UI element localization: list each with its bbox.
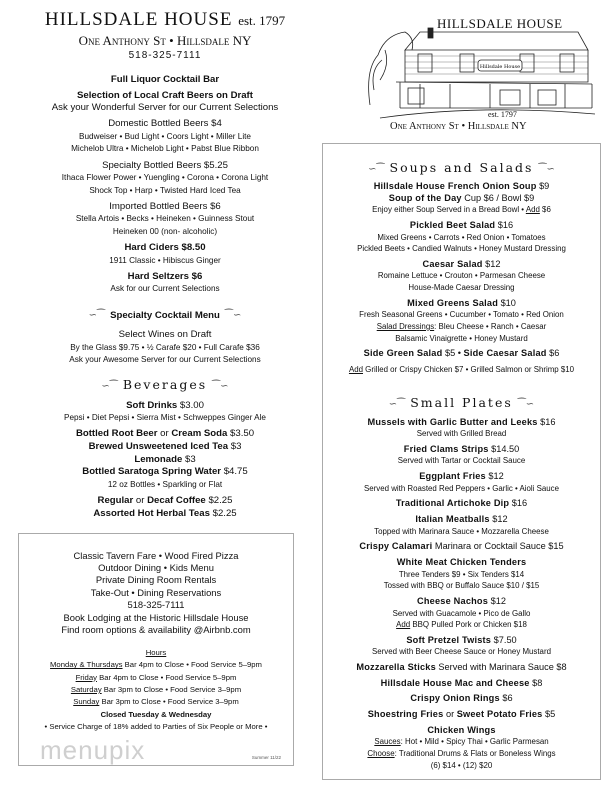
bold-text: Side Green Salad (363, 348, 443, 359)
item-detail (15, 143, 315, 156)
menu-item (323, 498, 600, 510)
item-detail (19, 709, 293, 721)
item-detail (19, 721, 293, 733)
bold-text: Hillsdale House French Onion Soup (373, 181, 537, 192)
bold-text: Soup of the Day (388, 192, 462, 203)
item-detail (15, 255, 315, 268)
text-span: : Bleu Cheese • Ranch • Caesar (434, 321, 547, 331)
text-span: Served with Grilled Bread (416, 429, 507, 439)
menu-item (323, 725, 600, 771)
underlined-text: Friday (75, 672, 97, 682)
text-span: 1911 Classic • Hibiscus Ginger (109, 255, 221, 265)
bold-text: Traditional Artichoke Dip (395, 498, 510, 509)
text-span: $6 (539, 205, 551, 215)
text-span: Served with Tartar or Cocktail Sauce (397, 456, 526, 466)
item-detail (323, 321, 600, 333)
text-span: Grilled or Crispy Chicken $7 • Grilled Salmon or Shrimp $10 (362, 364, 575, 374)
menu-item (323, 662, 600, 674)
text-span: or (157, 428, 172, 440)
text-span: $7.50 (491, 634, 517, 645)
item-heading (19, 574, 293, 586)
text-span: Balsamic Vinaigrette • Honey Mustard (395, 333, 528, 343)
section-heading (15, 377, 315, 394)
item-heading (19, 624, 293, 636)
drinks-menu (15, 70, 315, 520)
item-detail (15, 185, 315, 198)
menu-item (323, 259, 600, 294)
text-span: Take-Out • Dining Reservations (90, 586, 222, 598)
price-text: $4 (211, 118, 222, 130)
underlined-text: Add (525, 205, 540, 215)
underlined-text: Salad Dressings (376, 321, 435, 331)
bold-text: Bottled Saratoga Spring Water (82, 466, 222, 478)
restaurant-phone: 518-325-7111 (128, 50, 202, 61)
item-detail (15, 213, 315, 226)
item-detail (15, 131, 315, 144)
bold-text: Regular (97, 494, 134, 506)
menu-item (15, 329, 315, 367)
text-span: Served with Guacamole • Pico de Gallo (392, 608, 531, 618)
item-heading (323, 220, 600, 232)
text-span: Ask your Wonderful Server for our Current Selections (51, 102, 279, 114)
text-span: $5 (542, 709, 556, 720)
underlined-text: Sunday (73, 697, 100, 707)
text-span: Book Lodging at the Historic Hillsdale House (63, 611, 249, 623)
menu-item (323, 514, 600, 537)
text-span: $3 (182, 453, 196, 465)
item-heading (15, 400, 315, 413)
text-span: $8 (529, 677, 543, 688)
underlined-text: Add (348, 364, 363, 374)
text-span: $12 (488, 595, 506, 606)
text-span: $2.25 (205, 494, 233, 506)
menu-item (323, 693, 600, 705)
text-span: Ask your Awesome Server for our Current Selections (69, 355, 261, 365)
item-heading (15, 102, 315, 115)
text-span: $14.50 (488, 443, 520, 454)
item-heading (15, 466, 315, 479)
menu-item (323, 417, 600, 440)
menu-item (15, 271, 315, 296)
text-span: $12 (482, 258, 501, 269)
menu-item (15, 160, 315, 198)
menu-item (323, 181, 600, 216)
text-span: (6) $14 • (12) $20 (430, 760, 493, 770)
text-span: Fresh Seasonal Greens • Cucumber • Tomato • Red Onion (359, 310, 564, 320)
item-detail (323, 608, 600, 620)
item-detail (323, 243, 600, 255)
text-span: Topped with Marinara Sauce • Mozzarella Cheese (374, 526, 549, 536)
item-heading (323, 678, 600, 690)
menu-item (19, 550, 293, 637)
house-logo (360, 10, 600, 135)
text-span: $4.75 (221, 466, 248, 478)
item-heading (323, 635, 600, 647)
text-span: BBQ Pulled Pork or Chicken $18 (410, 620, 527, 630)
underlined-text: Hours (145, 647, 167, 657)
text-span: Marinara or Cocktail Sauce $15 (432, 541, 564, 552)
bold-text: Mussels with Garlic Butter and Leeks (367, 416, 538, 427)
menu-item (15, 495, 315, 520)
item-heading (323, 725, 600, 737)
text-span: Bar 4pm to Close • Food Service 5–9pm (96, 672, 237, 682)
item-detail (323, 270, 600, 282)
text-span: $12 (485, 471, 504, 482)
text-span: Heineken 00 (non- alcoholic) (112, 227, 218, 237)
spacer (19, 636, 293, 643)
text-span: or (443, 709, 457, 720)
item-detail (15, 342, 315, 355)
bold-text: Crispy Onion Rings (410, 693, 500, 704)
text-span: 12 oz Bottles • Sparkling or Flat (107, 479, 223, 489)
menu-item (15, 428, 315, 491)
item-heading (323, 298, 600, 310)
section-heading (323, 395, 600, 412)
text-span: $16 (509, 498, 528, 509)
text-span: $6 (499, 693, 513, 704)
text-span: • Service Charge of 18% added to Parties of Six People or More • (44, 722, 268, 732)
item-detail (323, 619, 600, 631)
text-span: $9 (536, 181, 550, 192)
item-detail (323, 333, 600, 345)
ornament-right-icon: ⁀∽ (538, 164, 555, 175)
bold-text: Soft Drinks (126, 399, 178, 411)
item-detail (323, 364, 600, 376)
item-detail (15, 412, 315, 425)
item-detail (15, 226, 315, 239)
item-heading (323, 193, 600, 205)
bold-text: Brewed Unsweetened Iced Tea (88, 441, 229, 453)
item-heading (19, 587, 293, 599)
item-detail (19, 696, 293, 708)
text-span: Stella Artois • Becks • Heineken • Guinness Stout (75, 214, 255, 224)
item-heading (15, 495, 315, 508)
item-detail (323, 748, 600, 760)
menu-item (15, 201, 315, 239)
bold-text: Caesar Salad (422, 258, 483, 269)
menu-item (15, 118, 315, 156)
item-heading (15, 271, 315, 284)
bold-text: Full Liquor Cocktail Bar (110, 73, 220, 85)
text-span: Tossed with BBQ or Buffalo Sauce $10 / $15 (383, 581, 540, 591)
logo-est: est. 1797 (488, 110, 517, 119)
ornament-left-icon: ∽⁀ (388, 399, 406, 411)
text-span: House-Made Caesar Dressing (408, 283, 515, 293)
item-heading (323, 514, 600, 526)
item-detail (323, 204, 600, 216)
item-detail (323, 428, 600, 440)
text-span: Outdoor Dining • Kids Menu (98, 561, 214, 573)
logo-title: HILLSDALE HOUSE (437, 16, 563, 31)
text-span: $10 (498, 297, 516, 308)
menu-item (19, 647, 293, 734)
item-heading (323, 596, 600, 608)
bold-text: Chicken Wings (427, 724, 496, 735)
text-span: $16 (495, 219, 514, 230)
section-title: Small Plates (410, 395, 513, 411)
text-span: Enjoy either Soup Served in a Bread Bowl • (372, 205, 526, 215)
price-text: $5.25 (203, 159, 228, 171)
text-span: Mixed Greens • Carrots • Red Onion • Tomatoes (377, 232, 546, 242)
item-heading (15, 118, 315, 131)
bold-text: Sweet Potato Fries (456, 709, 543, 720)
text-span: Private Dining Room Rentals (95, 574, 217, 586)
text-span: Domestic Bottled Beers (108, 118, 212, 130)
logo-address: One Anthony St • Hillsdale NY (390, 121, 527, 132)
bold-text: Eggplant Fries (419, 471, 486, 482)
sign-text: Hillsdale House (479, 64, 521, 70)
item-heading (323, 709, 600, 721)
item-detail (323, 760, 600, 772)
menu-item (15, 400, 315, 425)
established-year: est. 1797 (238, 13, 286, 28)
food-menu-box (322, 143, 601, 780)
text-span: 518-325-7111 (127, 599, 185, 611)
item-detail (323, 580, 600, 592)
bold-text: Lemonade (134, 453, 183, 465)
item-detail (323, 526, 600, 538)
bold-text: Bottled Root Beer (75, 428, 158, 440)
item-heading (323, 417, 600, 429)
menu-item (15, 242, 315, 267)
text-span: Three Tenders $9 • Six Tenders $14 (398, 569, 525, 579)
text-span: Budweiser • Bud Light • Coors Light • Miller Lite (79, 131, 251, 141)
bold-text: Crispy Calamari (359, 541, 433, 552)
text-span: Michelob Ultra • Michelob Light • Pabst Blue Ribbon (71, 144, 259, 154)
bold-text: Shoestring Fries (367, 709, 444, 720)
title-text: HILLSDALE HOUSE (44, 9, 233, 30)
bold-text: Side Caesar Salad (463, 348, 547, 359)
text-span: Classic Tavern Fare • Wood Fired Pizza (73, 549, 239, 561)
menu-item (323, 348, 600, 360)
menu-item (15, 74, 315, 87)
item-heading (15, 242, 315, 255)
ornament-left-icon: ∽⁀ (368, 164, 385, 175)
bold-text: Cheese Nachos (417, 595, 489, 606)
item-detail (323, 455, 600, 467)
bold-text: Selection of Local Craft Beers on Draft (77, 89, 253, 101)
text-span: $5 • (442, 348, 464, 359)
text-span: Shock Top • Harp • Twisted Hard Iced Tea (89, 185, 241, 195)
item-detail (15, 172, 315, 185)
item-detail (323, 483, 600, 495)
item-heading (323, 471, 600, 483)
ornament-left-icon: ∽⁀ (101, 380, 118, 392)
bold-text: Hard Ciders $8.50 (124, 242, 206, 254)
item-heading (323, 662, 600, 674)
item-detail (19, 647, 293, 659)
text-span: Bar 4pm to Close • Food Service 5–9pm (122, 660, 262, 670)
ornament-right-icon: ⁀∽ (517, 399, 535, 411)
menu-item (323, 709, 600, 721)
bold-text: Hard Seltzers $6 (127, 270, 203, 282)
info-box (18, 533, 294, 766)
item-detail (15, 283, 315, 296)
item-detail (19, 659, 293, 671)
text-span: Pickled Beets • Candied Walnuts • Honey Mustard Dressing (357, 244, 566, 254)
item-heading (15, 201, 315, 214)
watermark: menupix (40, 735, 146, 765)
section-title: Specialty Cocktail Menu (110, 310, 220, 321)
item-detail (323, 736, 600, 748)
section-heading (15, 306, 315, 323)
item-heading (323, 693, 600, 705)
section-title: Soups and Salads (389, 160, 534, 175)
menu-item (323, 541, 600, 553)
text-span: Bar 3pm to Close • Food Service 3–9pm (101, 685, 242, 695)
text-span: : Traditional Drums & Flats or Boneless Wings (394, 749, 556, 759)
item-heading (323, 259, 600, 271)
menu-item (15, 90, 315, 115)
item-heading (19, 562, 293, 574)
menu-item (323, 635, 600, 658)
item-heading (323, 541, 600, 553)
item-detail (15, 354, 315, 367)
item-heading (15, 74, 315, 87)
item-heading (323, 498, 600, 510)
menu-item (323, 364, 600, 376)
item-detail (323, 232, 600, 244)
menu-item (323, 471, 600, 494)
info-content (19, 550, 293, 734)
text-span: Served with Roasted Red Peppers • Garlic • Aioli Sauce (364, 483, 559, 493)
text-span: $16 (537, 416, 556, 427)
bold-text: White Meat Chicken Tenders (396, 557, 527, 568)
bold-text: Assorted Hot Herbal Teas (93, 507, 210, 519)
text-span: $3 (228, 441, 242, 453)
text-span: Served with Marinara Sauce $8 (435, 662, 567, 673)
item-heading (15, 428, 315, 441)
section-heading (323, 160, 600, 177)
text-span: Select Wines on Draft (118, 329, 212, 340)
edition-stamp: Summer 11/22 (251, 755, 281, 760)
bold-text: Soft Pretzel Twists (406, 634, 492, 645)
item-detail (323, 569, 600, 581)
restaurant-title (15, 9, 315, 32)
item-detail (19, 684, 293, 696)
food-menu (323, 144, 600, 771)
item-heading (15, 329, 315, 342)
section-title: Beverages (122, 376, 208, 392)
text-span: Find room options & availability @Airbnb.com (61, 623, 251, 635)
item-heading (19, 550, 293, 562)
text-span: $6 (546, 348, 560, 359)
ornament-right-icon: ⁀∽ (212, 380, 229, 392)
underlined-text: Add (396, 620, 411, 630)
underlined-text: Sauces (374, 737, 401, 747)
item-heading (15, 508, 315, 521)
text-span: $12 (489, 514, 508, 525)
menu-item (323, 298, 600, 344)
text-span: Cup $6 / Bowl $9 (461, 192, 535, 203)
bold-text: Decaf Coffee (147, 494, 206, 506)
text-span: Ithaca Flower Power • Yuengling • Corona • Corona Light (61, 173, 269, 183)
text-span: Served with Beer Cheese Sauce or Honey Mustard (372, 647, 551, 657)
menu-item (323, 596, 600, 631)
bold-text: Closed Tuesday & Wednesday (100, 709, 212, 719)
bold-text: Pickled Beet Salad (409, 219, 496, 230)
item-detail (323, 309, 600, 321)
menu-item (323, 444, 600, 467)
text-span: Specialty Bottled Beers (102, 159, 204, 171)
restaurant-address: One Anthony St • Hillsdale NY (78, 33, 252, 48)
bold-text: Italian Meatballs (415, 514, 490, 525)
item-heading (15, 454, 315, 467)
item-detail (323, 646, 600, 658)
item-detail (19, 672, 293, 684)
item-detail (15, 479, 315, 492)
item-heading (323, 348, 600, 360)
text-span: Bar 3pm to Close • Food Service 3–9pm (99, 697, 239, 707)
item-detail (323, 282, 600, 294)
text-span: $3.00 (177, 399, 204, 411)
menu-item (323, 557, 600, 592)
bold-text: Cream Soda (171, 428, 228, 440)
ornament-right-icon: ⁀∽ (224, 310, 242, 321)
price-text: $6 (210, 200, 221, 212)
item-heading (19, 599, 293, 611)
text-span: Ask for our Current Selections (110, 284, 220, 294)
item-heading (323, 444, 600, 456)
menu-item (323, 220, 600, 255)
text-span: Pepsi • Diet Pepsi • Sierra Mist • Schweppes Ginger Ale (63, 413, 266, 423)
bold-text: Mozzarella Sticks (356, 662, 436, 673)
bold-text: Mixed Greens Salad (407, 297, 499, 308)
text-span: By the Glass $9.75 • ½ Carafe $20 • Full Carafe $36 (70, 342, 260, 352)
text-span: $3.50 (227, 428, 255, 440)
text-span: : Hot • Mild • Spicy Thai • Garlic Parmesan (400, 737, 549, 747)
item-heading (19, 612, 293, 624)
text-span: Romaine Lettuce • Crouton • Parmesan Cheese (377, 271, 546, 281)
text-span: or (133, 494, 148, 506)
bold-text: Fried Clams Strips (403, 443, 489, 454)
menu-item (323, 678, 600, 690)
item-heading (323, 181, 600, 193)
ornament-left-icon: ∽⁀ (88, 310, 106, 321)
underlined-text: Saturday (70, 685, 102, 695)
item-heading (15, 160, 315, 173)
text-span: $2.25 (209, 507, 237, 519)
underlined-text: Choose (367, 749, 395, 759)
text-span: Imported Bottled Beers (109, 200, 211, 212)
underlined-text: Monday & Thursdays (50, 660, 123, 670)
item-heading (323, 557, 600, 569)
item-heading (15, 441, 315, 454)
bold-text: Hillsdale House Mac and Cheese (380, 677, 530, 688)
item-heading (15, 90, 315, 103)
